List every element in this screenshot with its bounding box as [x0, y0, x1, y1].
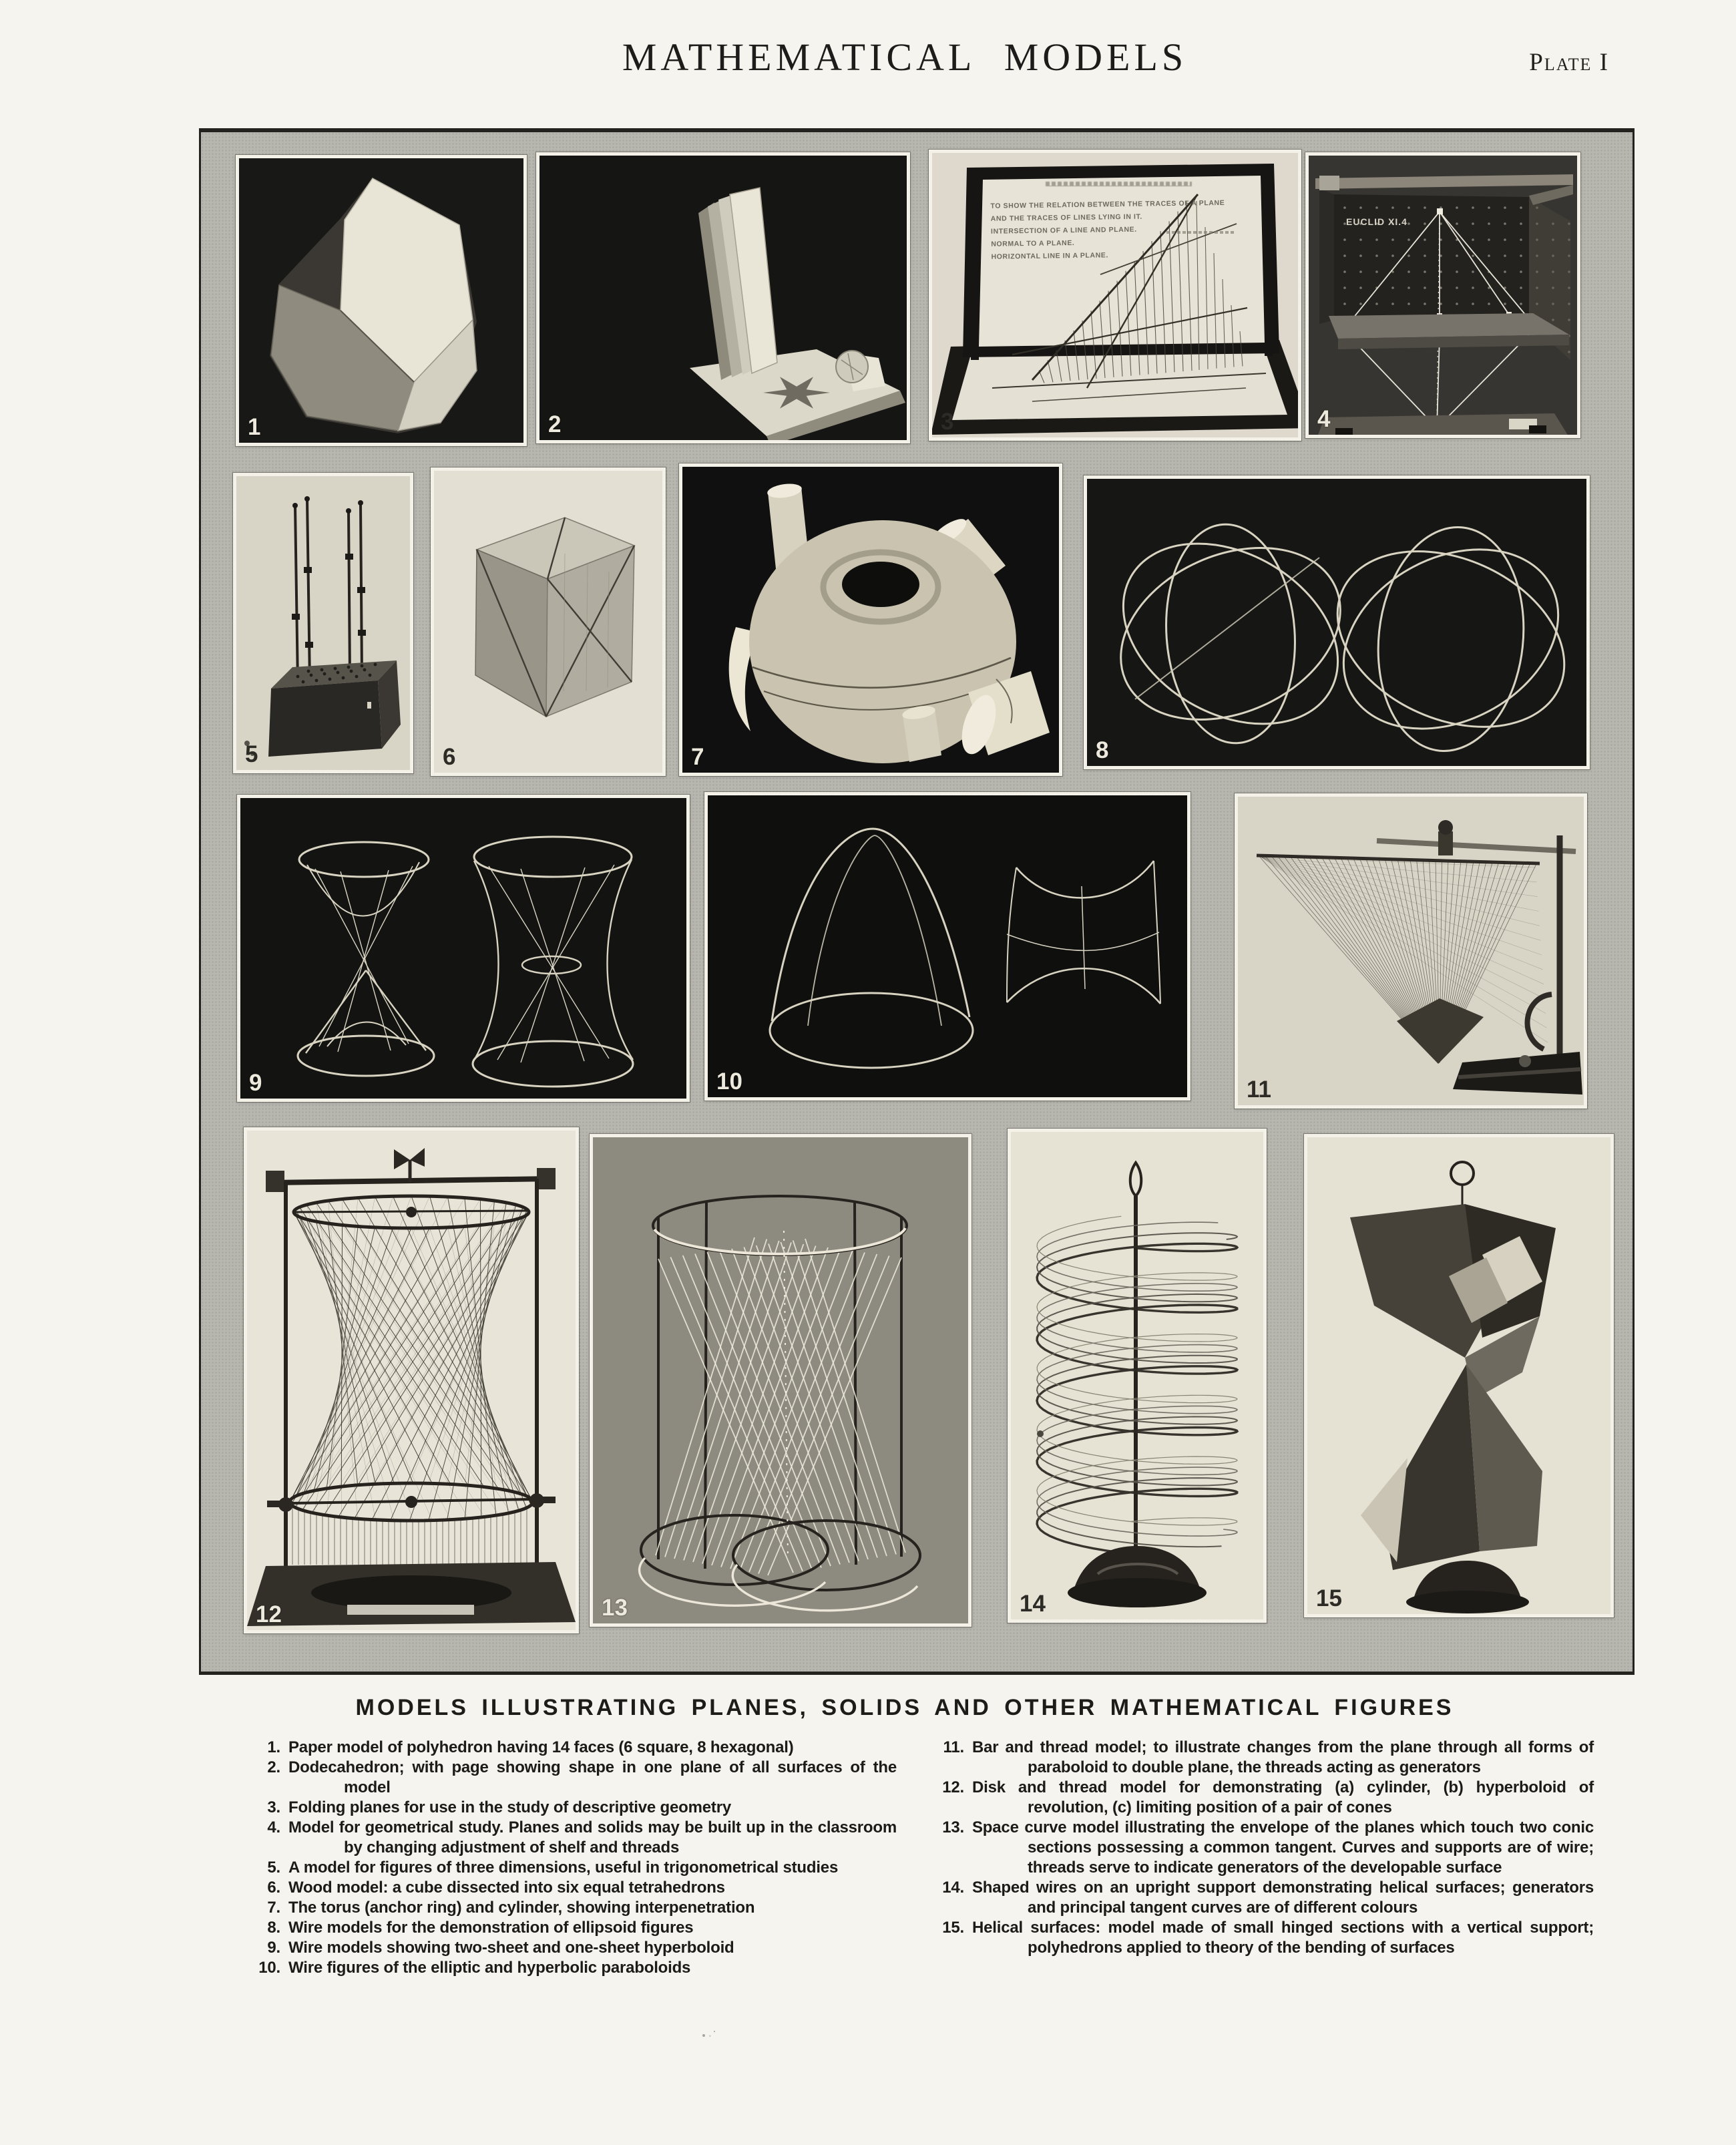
- figure-13-number: 13: [602, 1595, 628, 1621]
- legend-item-text: Wire figures of the elliptic and hyperbolic paraboloids: [288, 1959, 691, 1977]
- plate-label: Plate I: [1529, 49, 1609, 76]
- legend-item-number: 1.: [267, 1738, 280, 1756]
- figure-4-board-label: EUCLID XI.4: [1346, 216, 1407, 227]
- ink-smudge: [702, 2034, 706, 2037]
- photo-plate: [199, 128, 1635, 1675]
- legend-item-text: Wire models for the demonstration of ellipsoid figures: [288, 1919, 694, 1937]
- figure-8-photo: [1084, 475, 1590, 769]
- legend-item-number: 6.: [267, 1879, 280, 1897]
- legend-item-2: [239, 1758, 897, 1798]
- wire-ellipsoids-image: [1087, 479, 1586, 766]
- legend-item-7: [239, 1898, 897, 1918]
- legend-item-number: 10.: [258, 1959, 280, 1977]
- figure-1-photo: [236, 155, 527, 446]
- bar-thread-model-image: [1238, 797, 1584, 1105]
- page-title: MATHEMATICAL MODELS: [622, 35, 1188, 79]
- legend-item-text: Dodecahedron; with page showing shape in one plane of all surfaces of the model: [288, 1758, 897, 1796]
- legend-item-text: Disk and thread model for demonstrating (a) cylinder, (b) hyperboloid of revolution, (c) limiting position of a pair of cones: [972, 1778, 1594, 1816]
- figure-2-photo: [536, 152, 910, 443]
- figure-3-card-heading: [1046, 182, 1192, 186]
- space-curve-model-image: [593, 1137, 968, 1623]
- legend-item-8: [239, 1918, 897, 1938]
- figure-11-photo: [1235, 793, 1587, 1109]
- figure-10-photo: [704, 792, 1190, 1101]
- figure-3-number: 3: [941, 409, 954, 435]
- figure-7-photo: [679, 463, 1062, 776]
- three-dimension-rod-model-image: [236, 476, 410, 770]
- legend-item-11: [923, 1738, 1594, 1778]
- figure-14-photo: [1008, 1129, 1267, 1623]
- figure-13-photo: [590, 1134, 971, 1627]
- card-text-line: HORIZONTAL LINE IN A PLANE.: [991, 251, 1108, 261]
- legend-item-12: [923, 1778, 1594, 1818]
- polyhedron-model-image: [239, 158, 523, 443]
- legend-item-5: [239, 1858, 897, 1878]
- torus-cylinder-image: [682, 467, 1059, 773]
- legend-item-13: [923, 1818, 1594, 1878]
- card-text-line: TO SHOW THE RELATION BETWEEN THE TRACES OF A PLANE: [990, 199, 1225, 210]
- hinged-sections-model-image: [1307, 1137, 1610, 1614]
- folding-planes-image: [932, 153, 1298, 437]
- legend-item-number: 2.: [267, 1758, 280, 1776]
- wood-cube-image: [434, 471, 662, 773]
- legend-item-text: Space curve model illustrating the envelope of the planes which touch two conic sections possessing a common tangent. Curves and supports are of wire; threads serve to indicate generators of the developable surface: [972, 1818, 1594, 1877]
- helical-wires-image: [1011, 1132, 1263, 1619]
- legend-item-text: Folding planes for use in the study of descriptive geometry: [288, 1798, 731, 1816]
- legend-item-number: 7.: [267, 1899, 280, 1917]
- legend-item-number: 12.: [942, 1778, 964, 1796]
- wire-paraboloids-image: [708, 795, 1187, 1097]
- figure-6-number: 6: [443, 744, 456, 770]
- legend-item-text: Bar and thread model; to illustrate changes from the plane through all forms of paraboloid to double plane, the threads acting as generators: [972, 1738, 1594, 1776]
- figure-5-number: 5: [245, 741, 258, 767]
- figure-10-number: 10: [716, 1068, 742, 1095]
- legend-item-10: [239, 1958, 897, 1978]
- legend-item-text: Helical surfaces: model made of small hinged sections with a vertical support; polyhedrons applied to theory of the bending of surfaces: [972, 1919, 1594, 1957]
- figure-2-number: 2: [548, 411, 562, 437]
- legend-item-text: Wire models showing two-sheet and one-sheet hyperboloid: [288, 1939, 734, 1957]
- figure-3-card-text: [990, 196, 1255, 263]
- figure-4-number: 4: [1317, 406, 1331, 432]
- legend-item-4: [239, 1818, 897, 1858]
- figure-15-number: 15: [1316, 1585, 1342, 1611]
- legend-item-15: [923, 1918, 1594, 1958]
- legend-item-6: [239, 1878, 897, 1898]
- legend-item-text: Shaped wires on an upright support demonstrating helical surfaces; generators and principal tangent curves are of different colours: [972, 1879, 1594, 1917]
- figure-7-number: 7: [691, 744, 704, 770]
- card-text-line: INTERSECTION OF A LINE AND PLANE.: [990, 225, 1137, 236]
- figure-9-photo: [237, 795, 690, 1102]
- legend-item-number: 11.: [943, 1738, 964, 1756]
- legend-item-1: [239, 1738, 897, 1758]
- legend-right-column: [923, 1738, 1594, 1958]
- legend-item-text: Paper model of polyhedron having 14 faces (6 square, 8 hexagonal): [288, 1738, 794, 1756]
- legend-item-9: [239, 1938, 897, 1958]
- figure-8-number: 8: [1096, 737, 1109, 763]
- figure-15-photo: [1304, 1134, 1614, 1617]
- legend-item-number: 3.: [267, 1798, 280, 1816]
- figure-14-number: 14: [1020, 1591, 1046, 1617]
- figure-5-photo: [233, 473, 413, 773]
- legend-item-number: 5.: [267, 1859, 280, 1877]
- wire-hyperboloids-image: [240, 798, 686, 1099]
- figure-1-number: 1: [248, 414, 261, 440]
- legend-item-number: 8.: [267, 1919, 280, 1937]
- legend-left-column: [239, 1738, 897, 1978]
- figure-9-number: 9: [249, 1070, 262, 1096]
- legend-item-number: 9.: [267, 1939, 280, 1957]
- legend-item-text: A model for figures of three dimensions, useful in trigonometrical studies: [288, 1859, 839, 1877]
- legend-item-text: Model for geometrical study. Planes and solids may be built up in the classroom by changing adjustment of shelf and threads: [288, 1818, 897, 1857]
- figure-6-photo: [431, 467, 666, 776]
- card-text-line: NORMAL TO A PLANE.: [990, 239, 1075, 248]
- legend-item-number: 4.: [267, 1818, 280, 1836]
- legend-item-text: Wood model: a cube dissected into six equal tetrahedrons: [288, 1879, 725, 1897]
- figure-3-photo: [929, 150, 1301, 441]
- figure-12-photo: [244, 1127, 579, 1633]
- figure-4-photo: [1305, 152, 1580, 438]
- dodecahedron-book-image: [539, 156, 907, 440]
- geometry-classroom-box-image: [1309, 156, 1577, 435]
- legend-item-text: The torus (anchor ring) and cylinder, showing interpenetration: [288, 1899, 755, 1917]
- figure-12-number: 12: [256, 1601, 282, 1627]
- figure-11-number: 11: [1247, 1077, 1271, 1103]
- legend-item-3: [239, 1798, 897, 1818]
- card-text-line: AND THE TRACES OF LINES LYING IN IT.: [990, 212, 1142, 223]
- legend-item-number: 13.: [942, 1818, 964, 1836]
- legend-item-number: 14.: [942, 1879, 964, 1897]
- legend-item-number: 15.: [942, 1919, 964, 1937]
- caption-title: MODELS ILLUSTRATING PLANES, SOLIDS AND OTHER MATHEMATICAL FIGURES: [355, 1695, 1454, 1720]
- disk-thread-model-image: [247, 1131, 576, 1630]
- legend-item-14: [923, 1878, 1594, 1918]
